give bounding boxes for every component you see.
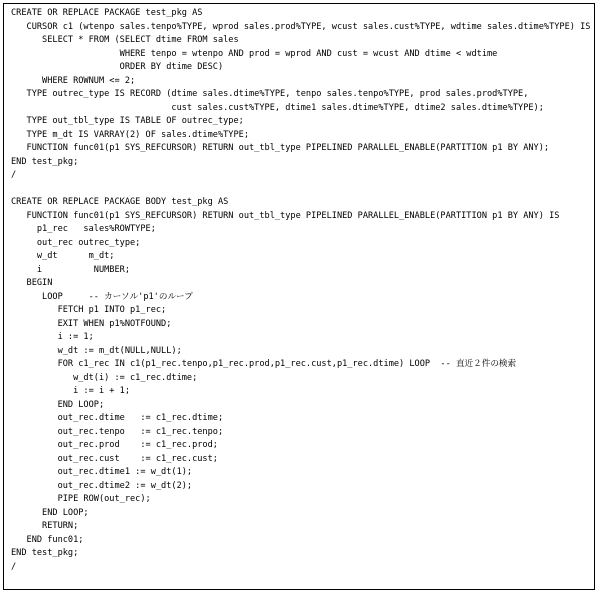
code-line: CURSOR c1 (wtenpo sales.tenpo%TYPE, wprod sales.prod%TYPE, wcust sales.cust%TYPE, wdtime sales.dtime%TYPE) IS (11, 21, 591, 32)
code-line: PIPE ROW(out_rec); (11, 494, 151, 504)
code-line: END LOOP; (11, 399, 105, 410)
code-line: EXIT WHEN p1%NOTFOUND; (11, 318, 172, 329)
code-line: w_dt m_dt; (11, 251, 115, 261)
code-line: WHERE ROWNUM <= 2; (11, 75, 136, 86)
code-line: i := i + 1; (11, 386, 130, 396)
code-line: END LOOP; (11, 507, 89, 518)
code-line: cust sales.cust%TYPE, dtime1 sales.dtime%TYPE, dtime2 sales.dtime%TYPE); (11, 102, 544, 113)
code-line: / (11, 561, 17, 572)
code-line: p1_rec sales%ROWTYPE; (11, 224, 156, 234)
code-line: END func01; (11, 534, 84, 545)
code-line: LOOP -- カーソル'p1'のループ (11, 291, 193, 302)
code-line: out_rec.dtime2 := w_dt(2); (11, 480, 193, 491)
code-line: out_rec.prod := c1_rec.prod; (11, 440, 218, 450)
code-line: BEGIN (11, 278, 53, 288)
code-line: / (11, 170, 17, 180)
code-line: out_rec.cust := c1_rec.cust; (11, 453, 218, 464)
code-line: out_rec.dtime1 := w_dt(1); (11, 467, 193, 477)
code-line: FETCH p1 INTO p1_rec; (11, 305, 167, 315)
code-line: SELECT * FROM (SELECT dtime FROM sales (11, 35, 239, 45)
code-line: FUNCTION func01(p1 SYS_REFCURSOR) RETURN out_tbl_type PIPELINED PARALLEL_ENABLE(PARTITION p1 BY ANY) IS (11, 210, 560, 221)
code-line: TYPE outrec_type IS RECORD (dtime sales.dtime%TYPE, tenpo sales.tenpo%TYPE, prod sales.prod%TYPE, (11, 89, 529, 99)
code-line: ORDER BY dtime DESC) (11, 62, 224, 72)
code-line: out_rec outrec_type; (11, 237, 141, 248)
code-line: TYPE m_dt IS VARRAY(2) OF sales.dtime%TYPE; (11, 129, 249, 140)
code-listing-frame (3, 3, 595, 590)
code-line: i := 1; (11, 332, 94, 342)
code-line: w_dt := m_dt(NULL,NULL); (11, 345, 182, 356)
code-line: TYPE out_tbl_type IS TABLE OF outrec_type; (11, 116, 244, 126)
code-line: END test_pkg; (11, 548, 79, 558)
code-line: w_dt(i) := c1_rec.dtime; (11, 372, 198, 383)
code-line: FOR c1_rec IN c1(p1_rec.tenpo,p1_rec.prod,p1_rec.cust,p1_rec.dtime) LOOP -- 直近２件の検索 (11, 359, 517, 369)
code-line: out_rec.dtime := c1_rec.dtime; (11, 413, 224, 423)
code-line: CREATE OR REPLACE PACKAGE test_pkg AS (11, 8, 203, 18)
code-line: RETURN; (11, 521, 79, 531)
code-line: END test_pkg; (11, 156, 79, 167)
code-line: WHERE tenpo = wtenpo AND prod = wprod AND cust = wcust AND dtime < wdtime (11, 48, 498, 59)
code-line: FUNCTION func01(p1 SYS_REFCURSOR) RETURN out_tbl_type PIPELINED PARALLEL_ENABLE(PARTITION p1 BY ANY); (11, 143, 550, 153)
code-line: CREATE OR REPLACE PACKAGE BODY test_pkg AS (11, 197, 229, 207)
code-line: out_rec.tenpo := c1_rec.tenpo; (11, 426, 224, 437)
code-line: i NUMBER; (11, 264, 130, 275)
